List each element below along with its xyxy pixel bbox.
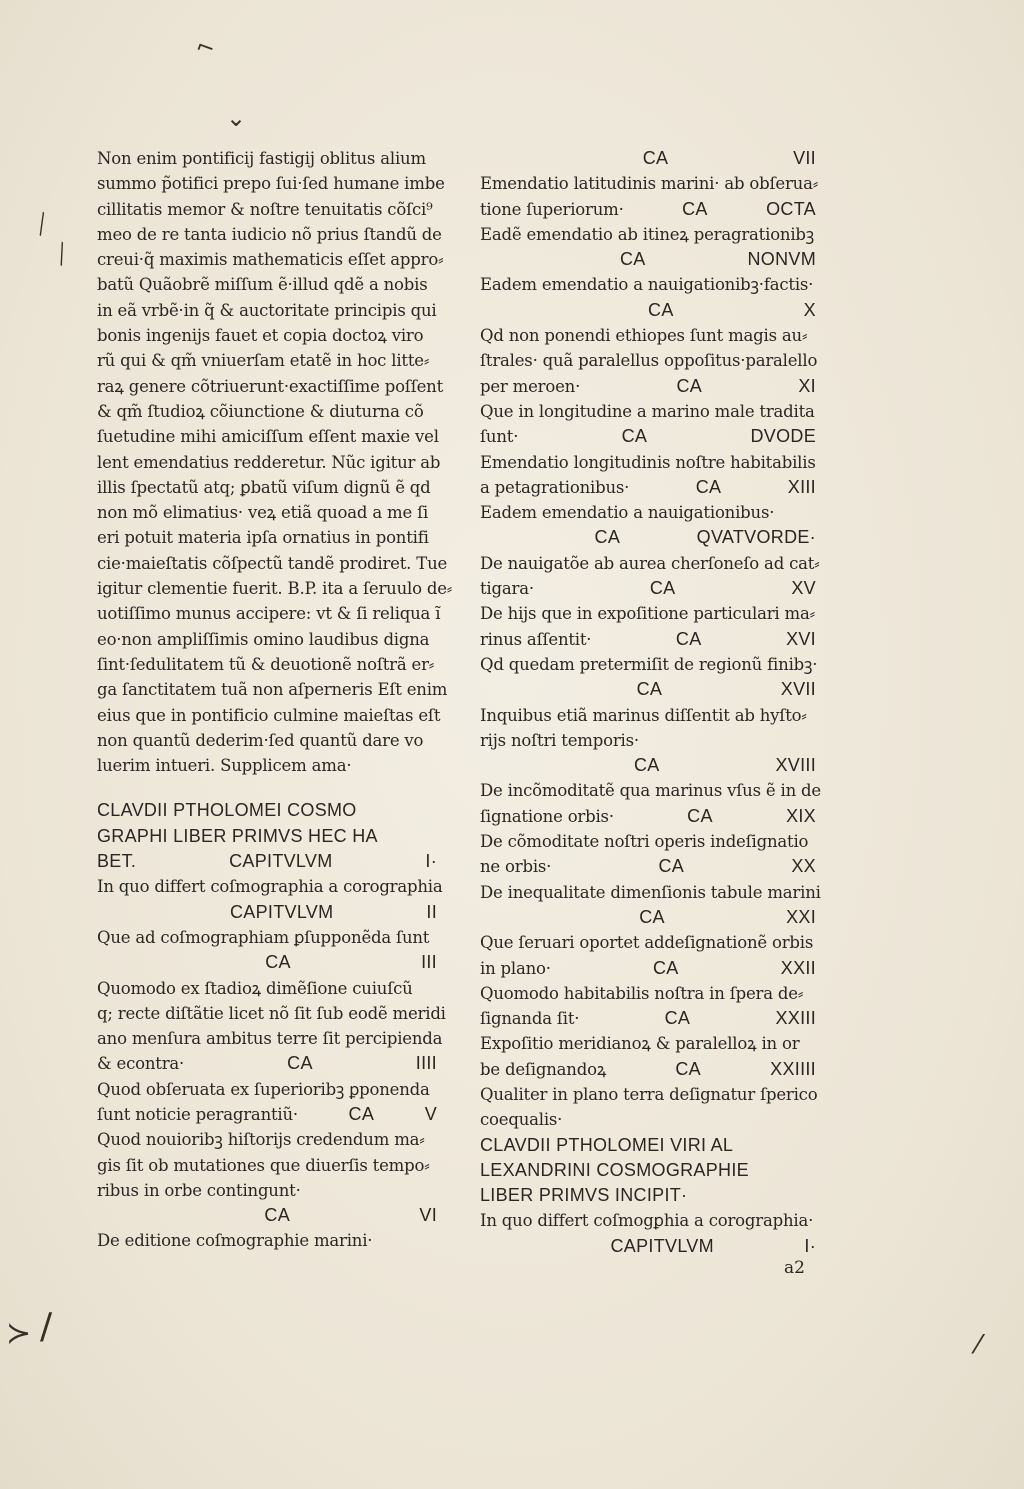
entry-text: ſignatione orbis· <box>480 806 614 826</box>
chapter-label: CA <box>265 952 291 973</box>
entry-line: Emendatio latitudinis marini· ab obſerua⸗ <box>480 174 819 194</box>
chapter-number: V <box>424 1103 437 1124</box>
dedication-line: cillitatis memor & noſtre tenuitatis cõſci⁹ <box>97 199 433 219</box>
chapter-label: CA <box>675 1058 701 1079</box>
entry-text: in plano· <box>480 958 551 978</box>
chapter-label: CA <box>675 628 702 649</box>
chapter-label: CA <box>653 957 679 978</box>
chapter-number: XXI <box>786 906 816 927</box>
entry-line <box>97 1102 437 1127</box>
entry-line: De hijs que in expoſitione particulari ma⸗ <box>480 604 815 624</box>
dedication-line: Non enim pontificij fastigij oblitus alium <box>97 149 426 168</box>
entry-text <box>480 146 518 171</box>
book-heading-line: CLAVDII PTHOLOMEI COSMO <box>97 800 357 821</box>
chapter-label: CA <box>687 805 713 826</box>
chapter-number: XXIIII <box>770 1058 816 1079</box>
entry-text <box>480 677 518 702</box>
dedication-line: non mõ elimatius· veꝝ etiã quoad a me ſi <box>97 503 429 523</box>
ink-mark-left-1: ╲ <box>30 212 52 237</box>
entry-line: Quomodo habitabilis noſtra in ſpera de⸗ <box>480 983 804 1003</box>
entry-line <box>480 525 816 550</box>
chapter-number: OCTA <box>766 198 816 219</box>
dedication-line: eri potuit materia ipſa ornatius in pontifi <box>97 528 429 548</box>
entry-line: Que in longitudine a marino male tradita <box>480 401 815 421</box>
chapter-label: CA <box>695 476 722 497</box>
chapter-number: XIX <box>786 805 816 826</box>
dedication-line: creui·q̃ maximis mathematicis eſſet appro⸗ <box>97 250 444 270</box>
entry-line <box>480 146 816 171</box>
entry-line: ſtrales· quã paralellus oppoſitus·paralello <box>480 351 818 371</box>
spacer <box>480 1234 520 1259</box>
dedication-line: eo·non ampliſſimis omino laudibus digna <box>97 629 430 649</box>
entry-line <box>480 475 816 500</box>
entry-line: Emendatio longitudinis noſtre habitabilis <box>480 452 816 472</box>
entry-line: De nauigatõe ab aurea cherſoneſo ad cat⸗ <box>480 553 820 573</box>
dedication-line: lent emendatius redderetur. Nũc igitur ab <box>97 452 441 472</box>
chapter-label: CAPITVLVM <box>230 901 334 922</box>
dedication-line: ſuetudine mihi amiciſſum eſſent maxie vel <box>97 427 439 447</box>
chapter-number: XX <box>791 856 816 877</box>
ink-mark-top: ⌐ <box>192 33 219 64</box>
chapter-label: CA <box>682 198 708 219</box>
ink-mark-top-2: ⌄ <box>226 104 247 132</box>
chapter-number: VI <box>419 1205 437 1226</box>
entry-line: De incõmoditatẽ qua marinus vſus ẽ in de <box>480 781 821 801</box>
entry-text: tigara· <box>480 579 534 599</box>
entry-text <box>480 298 518 323</box>
entry-line: Quod nouioribꝫ hiſtorijs credendum ma⸗ <box>97 1130 425 1150</box>
entry-line <box>480 576 816 601</box>
dedication-line: cie·maieſtatis cõſpectũ tandẽ prodiret. Tue <box>97 553 448 573</box>
chapter-number: XIII <box>787 476 816 497</box>
chapter-label: CA <box>619 249 646 270</box>
ink-mark-left-2: ╲ <box>51 242 72 267</box>
chapter-label: CA <box>287 1053 313 1074</box>
dedication-line: luerim intueri. Supplicem ama· <box>97 756 352 776</box>
entry-line: gis ſit ob mutationes que diuerſis tempo⸗ <box>97 1155 430 1175</box>
entry-line: Expoſitio meridianoꝝ & paralelloꝝ in or <box>480 1034 800 1054</box>
book-heading-line: LIBER PRIMVS INCIPIT· <box>480 1185 688 1206</box>
entry-line: Eadẽ emendatio ab itineꝝ peragrationibꝫ <box>480 224 815 244</box>
dedication-line: raꝝ genere cõtriuerunt·exactiſſime poſſent <box>97 376 444 396</box>
entry-line: De editione coſmographie marini· <box>97 1231 373 1251</box>
entry-text <box>480 905 518 930</box>
chapter-label: CA <box>594 527 621 548</box>
chapter-label: CA <box>264 1205 290 1226</box>
entry-line <box>480 956 816 981</box>
chapter-label: CA <box>648 299 674 320</box>
entry-line <box>480 424 816 449</box>
entry-line: Quod obſeruata ex ſuperioribꝫ ꝑponenda <box>97 1079 430 1099</box>
entry-line <box>480 677 816 702</box>
entry-text <box>480 753 518 778</box>
entry-text: per meroen· <box>480 376 581 396</box>
entry-line <box>97 950 437 975</box>
chapter-number: IIII <box>415 1053 437 1074</box>
chapter-label: CA <box>658 856 685 877</box>
book-heading-line: CLAVDII PTHOLOMEI VIRI AL <box>480 1134 734 1155</box>
dedication-line: bonis ingenijs fauet et copia doctoꝝ viro <box>97 326 424 346</box>
entry-line <box>480 854 816 879</box>
ink-mark-bottom-2: / <box>40 1306 53 1347</box>
entry-line: Que ſeruari oportet addeſignationẽ orbis <box>480 933 814 953</box>
entry-text: ſunt noticie peragrantiũ· <box>97 1104 298 1124</box>
entry-line: Eadem emendatio a nauigationibus· <box>480 503 775 523</box>
entry-line: Quomodo ex ſtadioꝝ dimẽſione cuiuſcũ <box>97 978 413 998</box>
book-heading-line: GRAPHI LIBER PRIMVS HEC HA <box>97 825 378 846</box>
dedication-line: & qm̃ ſtudioꝝ cõiunctione & diuturna cõ <box>97 401 424 421</box>
entry-text <box>480 247 518 272</box>
dedication-line: igitur clementie fuerit. B.P. ita a ſeruulo de⸗ <box>97 579 453 599</box>
chapter-number: XXII <box>780 957 816 978</box>
final-chapter-label <box>480 1234 816 1259</box>
entry-text <box>480 525 518 550</box>
entry-line <box>480 1006 816 1031</box>
chapter-label: CA <box>348 1103 375 1124</box>
dedication-line: ga ſanctitatem tuã non aſperneris Eſt enim <box>97 680 448 700</box>
book-heading-line: LEXANDRINI COSMOGRAPHIE <box>480 1159 749 1180</box>
chapter-label: CAPITVLVM <box>229 851 333 872</box>
entry-line: coequalis· <box>480 1110 563 1130</box>
chapter-number: X <box>803 299 816 320</box>
chapter-number: XVI <box>786 628 816 649</box>
entry-line: Qualiter in plano terra deſignatur ſperico <box>480 1084 818 1104</box>
chapter-number: I· <box>425 851 437 872</box>
entry-text: a petagrationibus· <box>480 477 630 497</box>
chapter-label: CA <box>649 578 676 599</box>
dedication-line: ſint·ſedulitatem tũ & deuotionẽ noſtrã er⸗ <box>97 654 435 674</box>
chapter-label: CA <box>676 375 703 396</box>
dedication-line: eius que in pontificio culmine maieſtas eſt <box>97 705 441 725</box>
entry-line <box>480 753 816 778</box>
chapter-label: CA <box>621 426 648 447</box>
chapter-number: VII <box>793 148 816 168</box>
entry-line <box>97 1051 437 1076</box>
chapter-number: XVIII <box>775 755 816 776</box>
entry-line <box>480 1057 816 1082</box>
left-column <box>97 146 453 1254</box>
chapter-number: XV <box>791 578 816 599</box>
entry-line <box>480 804 816 829</box>
chapter-number: III <box>421 952 437 973</box>
entry-line <box>480 374 816 399</box>
dedication-line: illis ſpectatũ atq; ꝑbatũ viſum dignũ ẽ qd <box>97 477 431 497</box>
chapter-number: NONVM <box>747 249 816 270</box>
entry-line: rijs noſtri temporis· <box>480 730 639 750</box>
chapter-number: DVODE <box>750 426 816 447</box>
chapter-number: QVATVORDE· <box>696 527 816 548</box>
chapter-number: XI <box>798 375 816 396</box>
ink-mark-bottom-1: ≻ <box>6 1316 32 1351</box>
chapter-number: XVII <box>780 679 816 700</box>
chapter-label: CA <box>639 906 665 927</box>
chapter-number: II <box>426 901 437 922</box>
ink-mark-right-1: ⁄ <box>976 1330 981 1360</box>
entry-line: In quo differt coſmogꝑhia a corographia· <box>480 1211 814 1231</box>
entry-line <box>480 197 816 222</box>
dedication-line: non quantũ dederim·ſed quantũ dare vo <box>97 730 424 750</box>
entry-text <box>97 950 135 975</box>
chapter-label: CAPITVLVM <box>610 1235 714 1256</box>
entry-line: Inquibus etiã marinus diſſentit ab hyſto⸗ <box>480 705 807 725</box>
entry-line <box>480 627 816 652</box>
dedication-line: uotiſſimo munus accipere: vt & ſi reliqua ĩ <box>97 604 441 624</box>
chapter-label: CA <box>633 755 660 776</box>
entry-text: be deſignandoꝝ <box>480 1059 607 1079</box>
entry-line: Eadem emendatio a nauigationibꝫ·factis· <box>480 275 814 295</box>
entry-line: De inequalitate dimenſionis tabule marini <box>480 882 821 902</box>
entry-text: ſunt· <box>480 427 519 447</box>
entry-text: ſignanda ſit· <box>480 1009 580 1029</box>
entry-line: Que ad coſmographiam ꝑſupponẽda ſunt <box>97 927 430 947</box>
heading-tail-text: BET. <box>97 851 137 872</box>
entry-line: De cõmoditate noſtri operis indeſignatio <box>480 832 809 852</box>
dedication-line: in eã vrbẽ·in q̃ & auctoritate principis qui <box>97 300 437 320</box>
signature-mark: a2 <box>784 1258 805 1278</box>
entry-line: In quo differt coſmographia a corographia <box>97 877 443 897</box>
dedication-line: batũ Quãobrẽ miſſum ẽ·illud qdẽ a nobis <box>97 275 428 295</box>
chapter-number: I· <box>804 1235 816 1256</box>
heading-tail <box>97 849 437 874</box>
chapter-label: CA <box>636 679 663 700</box>
entry-line <box>97 1203 437 1228</box>
entry-line: ribus in orbe contingunt· <box>97 1180 301 1200</box>
chapter-label: CA <box>664 1008 691 1029</box>
chapter-number: XXIII <box>775 1008 816 1029</box>
entry-text: rinus aſſentit· <box>480 629 592 649</box>
entry-text: tione ſuperiorum· <box>480 199 624 219</box>
entry-line <box>480 247 816 272</box>
chapter-label: CA <box>642 148 669 168</box>
entry-text: ne orbis· <box>480 857 552 877</box>
entry-line: ano menſura ambitus terre ſit percipienda <box>97 1029 443 1049</box>
entry-line: Qd non ponendi ethiopes ſunt magis au⸗ <box>480 326 808 346</box>
entry-line <box>97 900 437 925</box>
entry-line <box>480 905 816 930</box>
entry-text: & econtra· <box>97 1054 185 1074</box>
entry-text <box>97 1203 135 1228</box>
spacer <box>97 778 437 798</box>
entry-line <box>480 298 816 323</box>
entry-text <box>97 900 137 925</box>
entry-line: Qd quedam pretermiſit de regionũ finibꝫ· <box>480 654 818 674</box>
dedication-line: rũ qui & qm̃ vniuerſam etatẽ in hoc litte⸗ <box>97 351 430 371</box>
dedication-line: meo de re tanta iudicio nõ prius ſtandũ de <box>97 224 442 244</box>
right-column <box>480 146 821 1259</box>
dedication-line: summo p̃otifici prepo ſui·ſed humane imbe <box>97 174 445 194</box>
entry-line: q; recte diſtãtie licet nõ ſit ſub eodẽ meridi <box>97 1003 446 1023</box>
